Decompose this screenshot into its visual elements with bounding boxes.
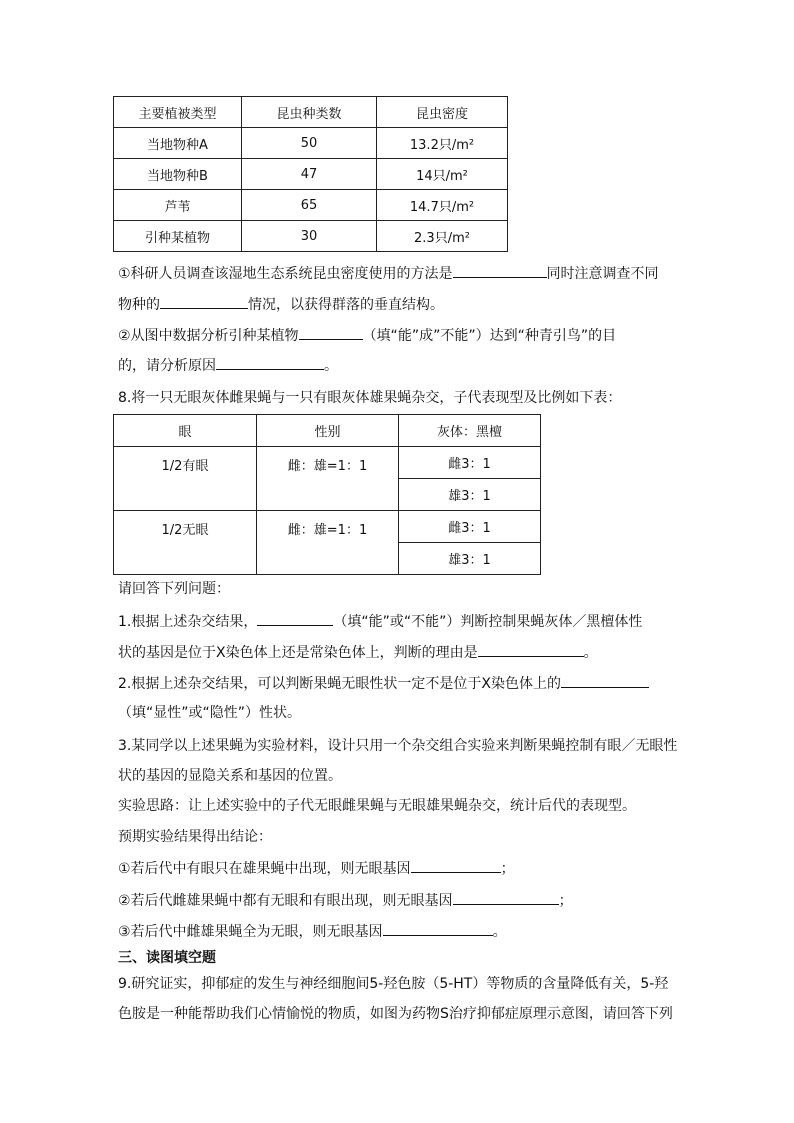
table-cell: 30 xyxy=(242,221,377,252)
insect-table xyxy=(113,96,508,252)
text: ②若后代雌雄果蝇中都有无眼和有眼出现，则无眼基因 xyxy=(118,893,453,909)
table-cell: 1/2无眼 xyxy=(114,511,257,575)
table-cell: 雌3：1 xyxy=(399,511,541,543)
text: 同时注意调查不同 xyxy=(546,266,659,282)
q8-s1-line2 xyxy=(118,642,598,662)
text: （填“能”或“不能”）判断控制果蝇灰体／黑檀体性 xyxy=(333,614,643,630)
answer-blank[interactable] xyxy=(383,921,493,936)
q8-s2-line1 xyxy=(118,673,649,693)
q9-line-1: 9.研究证实，抑郁症的发生与神经细胞间5-羟色胺（5-HT）等物质的含量降低有关，5-羟 xyxy=(118,976,669,992)
table-cell: 雌：雄=1：1 xyxy=(257,511,399,575)
table-cell: 1/2有眼 xyxy=(114,447,257,511)
answer-blank[interactable] xyxy=(453,263,547,278)
q8-prompt: 请回答下列问题： xyxy=(118,581,230,597)
table-cell: 雄3：1 xyxy=(399,543,541,575)
text: ①若后代中有眼只在雄果蝇中出现，则无眼基因 xyxy=(118,861,411,877)
answer-blank[interactable] xyxy=(478,642,584,657)
q8-s3-line2: 状的基因的显隐关系和基因的位置。 xyxy=(118,768,342,784)
fruitfly-table xyxy=(113,414,541,575)
text: 。 xyxy=(583,645,598,661)
header-cell: 眼 xyxy=(114,415,257,447)
text: ③若后代中雌雄果蝇全为无眼，则无眼基因 xyxy=(118,924,383,940)
text: 1.根据上述杂交结果， xyxy=(118,614,258,630)
answer-blank[interactable] xyxy=(160,294,248,309)
table-cell: 50 xyxy=(242,128,377,159)
table-cell: 雌：雄=1：1 xyxy=(257,447,399,511)
table-cell: 当地物种A xyxy=(114,128,242,159)
header-cell: 昆虫密度 xyxy=(377,97,508,128)
table-cell: 芦苇 xyxy=(114,190,242,221)
q8-idea: 实验思路：让上述实验中的子代无眼雌果蝇与无眼雄果蝇杂交，统计后代的表现型。 xyxy=(118,798,636,814)
table-cell: 13.2只/m² xyxy=(377,128,508,159)
q8-s3-line1: 3.某同学以上述果蝇为实验材料，设计只用一个杂交组合实验来判断果蝇控制有眼／无眼性 xyxy=(118,738,678,754)
q8-predict: 预期实验结果得出结论： xyxy=(118,829,272,845)
table-cell: 47 xyxy=(242,159,377,190)
text: ； xyxy=(558,893,573,909)
q8-outcome-3 xyxy=(118,921,507,941)
table-cell: 14只/m² xyxy=(377,159,508,190)
table-cell: 引种某植物 xyxy=(114,221,242,252)
q7-line-2 xyxy=(118,294,444,314)
q7-line-4 xyxy=(118,355,338,375)
q8-s1-line1 xyxy=(118,611,642,631)
table-row xyxy=(114,128,508,159)
text: ①科研人员调查该湿地生态系统昆虫密度使用的方法是 xyxy=(118,266,453,282)
header-cell: 昆虫种类数 xyxy=(242,97,377,128)
answer-blank[interactable] xyxy=(453,890,559,905)
q7-line-3 xyxy=(118,325,616,345)
table-row xyxy=(114,190,508,221)
table-cell: 雌3：1 xyxy=(399,447,541,479)
table-header-row xyxy=(114,97,508,128)
text: 2.根据上述杂交结果，可以判断果蝇无眼性状一定不是位于X染色体上的 xyxy=(118,676,561,692)
header-cell: 性别 xyxy=(257,415,399,447)
text: 。 xyxy=(492,924,507,940)
text: 状的基因是位于X染色体上还是常染色体上，判断的理由是 xyxy=(118,645,478,661)
table-row xyxy=(114,447,541,479)
q7-line-1 xyxy=(118,263,659,283)
table-cell: 雄3：1 xyxy=(399,479,541,511)
text: ②从图中数据分析引种某植物 xyxy=(118,328,299,344)
header-cell: 主要植被类型 xyxy=(114,97,242,128)
text: 的，请分析原因 xyxy=(118,358,216,374)
answer-blank[interactable] xyxy=(257,611,333,626)
table-cell: 65 xyxy=(242,190,377,221)
text: ； xyxy=(500,861,515,877)
table-row xyxy=(114,511,541,543)
answer-blank[interactable] xyxy=(561,673,649,688)
answer-blank[interactable] xyxy=(216,355,324,370)
text: 物种的 xyxy=(118,297,160,313)
answer-blank[interactable] xyxy=(299,325,363,340)
q8-s2-line2: （填“显性”或“隐性”）性状。 xyxy=(118,705,302,721)
q9-line-2: 色胺是一种能帮助我们心情愉悦的物质，如图为药物S治疗抑郁症原理示意图，请回答下列 xyxy=(118,1006,673,1022)
text: （填“能”成”不能”）达到“种青引鸟”的目 xyxy=(362,328,617,344)
q8-outcome-1 xyxy=(118,858,515,878)
text: 。 xyxy=(324,358,338,374)
table-cell: 当地物种B xyxy=(114,159,242,190)
header-cell: 灰体：黑檀 xyxy=(399,415,541,447)
table-row xyxy=(114,159,508,190)
q8-intro: 8.将一只无眼灰体雌果蝇与一只有眼灰体雄果蝇杂交，子代表现型及比例如下表： xyxy=(118,390,622,406)
table-cell: 2.3只/m² xyxy=(377,221,508,252)
table-header-row xyxy=(114,415,541,447)
section-3-title: 三、读图填空题 xyxy=(118,950,216,966)
text: 情况，以获得群落的垂直结构。 xyxy=(248,297,444,313)
table-cell: 14.7只/m² xyxy=(377,190,508,221)
table-row xyxy=(114,221,508,252)
q8-outcome-2 xyxy=(118,890,573,910)
answer-blank[interactable] xyxy=(411,858,501,873)
